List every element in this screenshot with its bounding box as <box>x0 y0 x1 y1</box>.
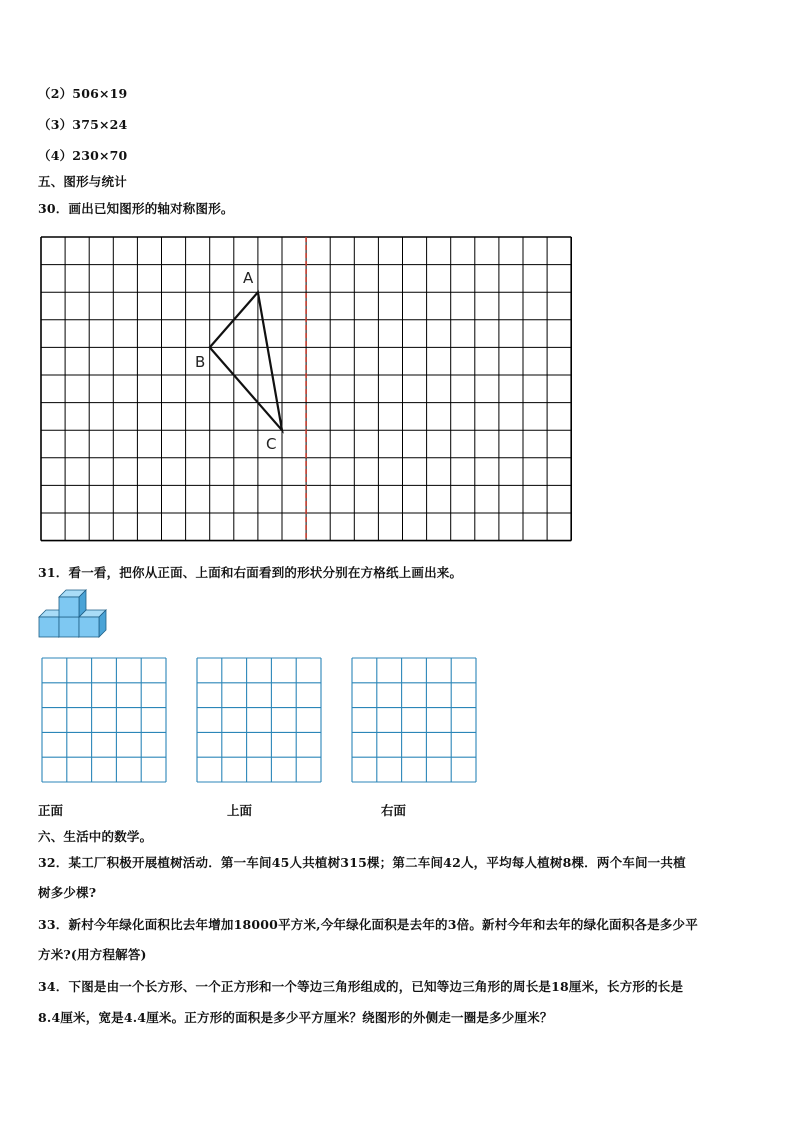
question-31-text: 31．看一看，把你从正面、上面和右面看到的形状分别在方格纸上画出来。 <box>38 565 463 580</box>
section-5-heading: 五、图形与统计 <box>38 174 127 189</box>
question-4-line: （4）230×70 <box>38 148 128 163</box>
right-view-label: 右面 <box>381 803 407 818</box>
question-33-line-1: 33．新村今年绿化面积比去年增加18000平方米,今年绿化面积是去年的3倍。新村今年和去年的绿化面积各是多少平 <box>38 917 698 932</box>
question-34-line-2: 8.4厘米，宽是4.4厘米。正方形的面积是多少平方厘米？绕图形的外侧走一圈是多少厘米？ <box>38 1010 553 1025</box>
top-view-label: 上面 <box>227 803 253 818</box>
point-a-label: A <box>243 269 254 287</box>
point-c-label: C <box>266 435 277 453</box>
question-30-text: 30．画出已知图形的轴对称图形。 <box>38 201 234 216</box>
question-32-line-2: 树多少棵? <box>38 885 97 900</box>
point-b-label: B <box>195 353 206 371</box>
question-32-line-1: 32．某工厂积极开展植树活动．第一车间45人共植树315棵；第二车间42人，平均每人植树8棵．两个车间一共植 <box>38 855 686 870</box>
question-3-line: （3）375×24 <box>38 117 128 132</box>
front-view-label: 正面 <box>38 803 64 818</box>
question-2-line: （2）506×19 <box>38 86 128 101</box>
question-34-line-1: 34．下图是由一个长方形、一个正方形和一个等边三角形组成的，已知等边三角形的周长是18厘米，长方形的长是 <box>38 979 684 994</box>
right-view-grid[interactable] <box>352 658 476 782</box>
front-view-grid[interactable] <box>42 658 166 782</box>
question-33-line-2: 方米?(用方程解答) <box>38 947 147 962</box>
top-view-grid[interactable] <box>197 658 321 782</box>
section-6-heading: 六、生活中的数学。 <box>38 829 153 844</box>
